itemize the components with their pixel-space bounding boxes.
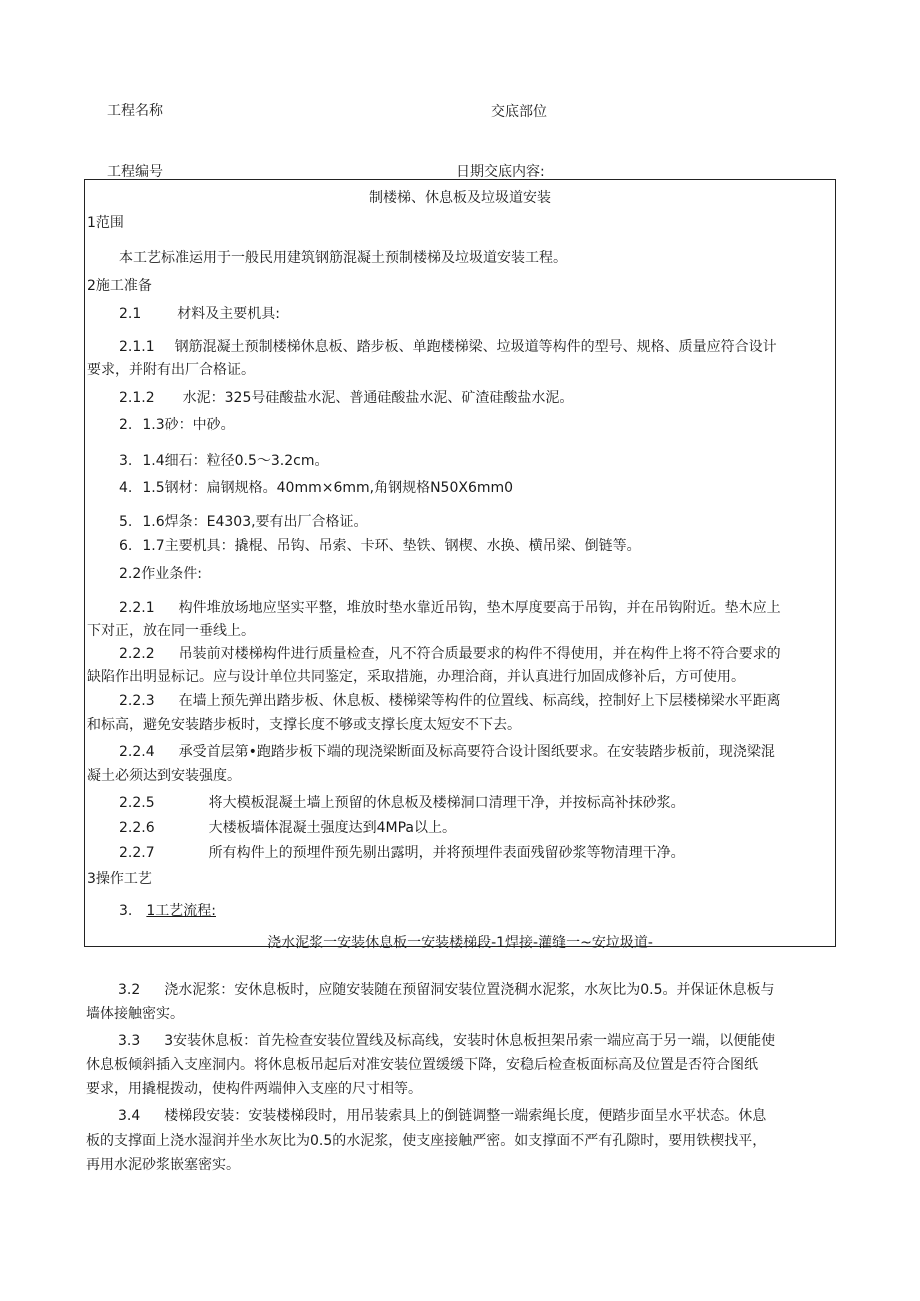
item-text: 在墙上预先弹出踏步板、休息板、楼梯梁等构件的位置线、标高线，控制好上下层楼梯梁水平距离 <box>178 693 781 709</box>
item-2-2-4-cont: 凝土必须达到安装强度。 <box>87 768 241 784</box>
item-number: 2. <box>119 417 133 433</box>
item-text: 浇水泥浆：安休息板时，应随安装随在预留洞安装位置浇稠水泥浆，水灰比为0.5。并保证休息板与 <box>164 982 775 998</box>
para-3-4-cont-1: 板的支撑面上浇水湿润并坐水灰比为0.5的水泥浆，使支座接触严密。如支撑面不严有孔隙时，要用铁楔找平， <box>86 1133 767 1149</box>
para-3-3-cont-2: 要求，用撬棍拨动，使构件两端伸入支座的尺寸相等。 <box>86 1081 422 1097</box>
item-number: 3. <box>119 903 133 919</box>
para-3-3-cont-1: 休息板倾斜插入支座洞内。将休息板吊起后对准安装位置缓缓下降，安稳后检查板面标高及位置是否符合图纸 <box>86 1057 758 1073</box>
item-2-2-7 <box>119 842 685 862</box>
item-number: 2.1.2 <box>119 390 155 406</box>
section-2-heading: 2施工准备 <box>87 278 152 294</box>
item-2-2-1 <box>119 597 781 617</box>
item-text: 1.7主要机具：撬棍、吊钩、吊索、卡环、垫铁、钢楔、水换、横吊梁、倒链等。 <box>142 538 641 554</box>
item-text: 将大模板混凝土墙上预留的休息板及楼梯洞口清理干净，并按标高补抹砂浆。 <box>208 795 685 811</box>
item-number: 3. <box>119 453 133 469</box>
item-2-1-2 <box>119 387 573 407</box>
item-2-1-5 <box>119 477 513 497</box>
item-2-2: 2.2作业条件: <box>119 566 202 582</box>
item-2-2-3 <box>119 690 781 710</box>
item-number: 2.1 <box>119 306 142 322</box>
para-3-2-cont: 墙体接触密实。 <box>86 1006 184 1022</box>
handover-content-box <box>84 179 836 951</box>
section-3-heading: 3操作工艺 <box>87 871 152 887</box>
item-number: 2.2.5 <box>119 795 155 811</box>
item-text: 钢筋混凝土预制楼梯休息板、踏步板、单跑楼梯梁、垃圾道等构件的型号、规格、质量应符合设计 <box>174 339 777 355</box>
item-2-1-3 <box>119 414 235 434</box>
item-2-1-6 <box>119 511 368 531</box>
section-1-heading: 1范围 <box>87 215 124 231</box>
item-2-1 <box>119 303 280 323</box>
item-text: 吊装前对楼梯构件进行质量检查，凡不符合质最要求的构件不得使用，并在构件上将不符合要求的 <box>178 646 781 662</box>
item-number: 6. <box>119 538 133 554</box>
project-no-label: 工程编号 <box>107 164 163 180</box>
date-content-label: 日期交底内容: <box>456 164 545 180</box>
item-2-1-1 <box>119 336 777 356</box>
item-2-2-2 <box>119 643 781 663</box>
item-number: 2.2.2 <box>119 646 155 662</box>
item-text: 水泥：325号硅酸盐水泥、普通硅酸盐水泥、矿渣硅酸盐水泥。 <box>182 390 574 406</box>
item-text: 所有构件上的预埋件预先剔出露明，并将预埋件表面残留砂浆等物清理干净。 <box>208 845 685 861</box>
item-number: 3.2 <box>118 982 141 998</box>
item-text: 1.6焊条：E4303,要有出厂合格证。 <box>142 514 368 530</box>
item-text: 1.5钢材：扁钢规格。40mm×6mm,角钢规格N50X6mm0 <box>142 480 514 496</box>
item-number: 2.2.4 <box>119 744 155 760</box>
item-number: 3.4 <box>118 1108 141 1124</box>
item-number: 4. <box>119 480 133 496</box>
item-text: 1.3砂：中砂。 <box>142 417 235 433</box>
item-number: 3.3 <box>118 1033 141 1049</box>
item-text: 1.4细石：粒径0.5～3.2cm。 <box>142 453 329 469</box>
item-text: 大楼板墙体混凝土强度达到4MPa以上。 <box>208 820 457 836</box>
item-2-2-5 <box>119 792 685 812</box>
item-number: 2.2.6 <box>119 820 155 836</box>
section-1-text: 本工艺标准运用于一般民用建筑钢筋混凝土预制楼梯及垃圾道安装工程。 <box>119 250 567 266</box>
item-3-1 <box>119 900 216 920</box>
item-number: 2.2.3 <box>119 693 155 709</box>
para-3-2 <box>118 979 775 999</box>
item-text: 承受首层第•跑踏步板下端的现浇梁断面及标高要符合设计图纸要求。在安装踏步板前，现浇梁混 <box>178 744 775 760</box>
item-2-2-6 <box>119 817 456 837</box>
item-number: 2.2.1 <box>119 600 155 616</box>
item-2-2-3-cont: 和标高，避免安装踏步板时，支撑长度不够或支撑长度太短安不下去。 <box>87 717 521 733</box>
para-3-3 <box>118 1030 775 1050</box>
process-flow: 浇水泥浆一安装休息板一安装楼梯段-1焊接-灌缝一~安垃圾道- <box>267 935 653 951</box>
item-number: 2.2.7 <box>119 845 155 861</box>
item-text: 1工艺流程: <box>146 903 216 919</box>
item-2-1-7 <box>119 535 641 555</box>
para-3-4-cont-2: 再用水泥砂浆嵌塞密实。 <box>86 1157 240 1173</box>
item-2-2-4 <box>119 741 775 761</box>
item-2-1-1-cont: 要求，并附有出厂合格证。 <box>87 362 255 378</box>
handover-part-label: 交底部位 <box>491 104 547 120</box>
item-text: 构件堆放场地应坚实平整，堆放时垫水靠近吊钩，垫木厚度要高于吊钩，并在吊钩附近。垫木应上 <box>178 600 781 616</box>
para-3-4 <box>118 1105 766 1125</box>
item-text: 楼梯段安装：安装楼梯段时，用吊装索具上的倒链调整一端索绳长度，便踏步面呈水平状态。休息 <box>164 1108 767 1124</box>
item-text: 材料及主要机具: <box>177 306 280 322</box>
item-number: 2.1.1 <box>119 339 155 355</box>
item-number: 5. <box>119 514 133 530</box>
project-name-label: 工程名称 <box>107 103 163 119</box>
item-2-1-4 <box>119 450 329 470</box>
item-2-2-1-cont: 下对正，放在同一垂线上。 <box>87 623 255 639</box>
item-2-2-2-cont: 缺陷作出明显标记。应与设计单位共同鉴定，采取措施，办理洽商，并认真进行加固成修补后，方可使用。 <box>87 669 745 685</box>
item-text: 3安装休息板：首先检查安装位置线及标高线，安装时休息板担架吊索一端应高于另一端，以便能使 <box>164 1033 776 1049</box>
doc-title: 制楼梯、休息板及垃圾道安装 <box>369 190 551 206</box>
